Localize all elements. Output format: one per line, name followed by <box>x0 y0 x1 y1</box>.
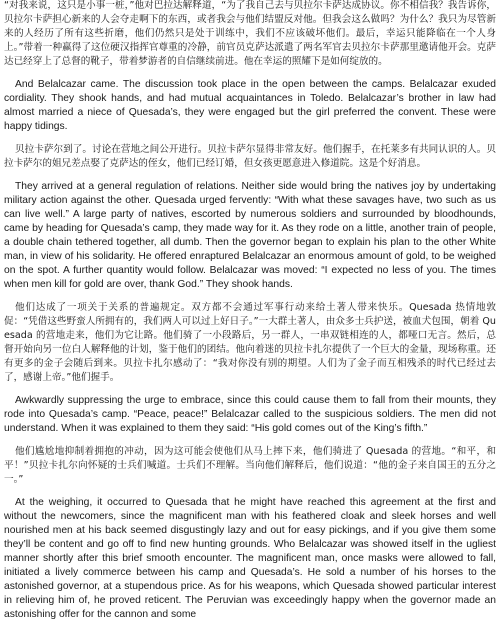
paragraph-en-2: They arrived at a general regulation of relations. Neither side would bring the natives joy by undertaking military action against the other. Quesada urged fervently: “With what these savages have, two such as us can live well.” A large party of natives, escorted by numerous soldiers and surrounded by bloodhounds, came by heading for Quesada’s camp, they made way for it. As they rode on a little, another train of people, a double chain tethered together, all dumb. Then the governor began to explain his plan to the other White man, in view of his solidarity. He offered enraptured Belalcazar an enormous amount of gold, to be weighed on the spot. A further quantity would follow. Belalcazar was moved: “I expected no less of you. The times when men kill for gold are over, thank God.” They shook hands. <box>4 181 496 290</box>
paragraph-zh-1: “对我来说，这只是小事一桩，”他对巴拉达解释道，“为了我自己去与贝拉尔卡萨达成协议。你不相信我？我告诉你，贝拉尔卡萨担心新来的人会夺走啊下的东西，或者我会与他们结盟反对他。但我会这么做吗？为什么？我只为尽管新来的人经历了所有这些折磨，他们仍然只是处于训练中，我们不应该破坏他们。最后，幸运只能降临在一个人身上。”带着一种赢得了这位硬汉指挥官尊重的冷静，前官员克萨达派遣了两名军官去贝拉尔卡萨那里邀请他开会。克萨达已经穿上了总督的靴子，带着梦游者的自信继续前进。他在幸运的照耀下是如何绽放的。 <box>4 0 496 67</box>
paragraph-zh-3: 他们达成了一项关于关系的普遍规定。双方都不会通过军事行动来给土著人带来快乐。Quesada 热情地敦促：“凭借这些野蛮人所拥有的，我们两人可以过上好日子。”一大群土著人，由众多士兵护送，被血犬包围，朝着 Quesada 的营地走来，他们为它让路。他们骑了一小段路后，另一群人，一串双链相连的人，都哑口无言。然后，总督开始向另一位白人解释他的计划，鉴于他们的团结。他向着迷的贝拉卡扎尔提供了一个巨大的金量，现场称重。还有更多的金子会随后到来。贝拉卡扎尔感动了：“我对你没有别的期望。人们为了金子而互相残杀的时代已经过去了，感谢上帝。”他们握手。 <box>4 302 496 383</box>
paragraph-en-1: And Belalcazar came. The discussion took place in the open between the camps. Belalcazar exuded cordiality. They shook hands, and had mutual acquaintances in Toledo. Belalcazar’s brother in law had almost married a niece of Quesada’s, they were engaged but the girl preferred the convent. These were happy tidings. <box>4 79 496 132</box>
paragraph-zh-4: 他们尴尬地抑制着拥抱的冲动，因为这可能会使他们从马上摔下来，他们骑进了 Quesada 的营地。“和平，和平！”贝拉卡扎尔向怀疑的士兵们喊道。士兵们不理解。当向他们解释后，他们说道：“他的金子来自国王的五分之一。” <box>4 446 496 485</box>
paragraph-zh-2: 贝拉卡萨尔到了。讨论在营地之间公开进行。贝拉卡萨尔显得非常友好。他们握手，在托莱多有共同认识的人。贝拉卡萨尔的姐兄差点娶了克萨达的侄女，他们已经订婚，但女孩更愿意进入修道院。这是个好消息。 <box>4 144 496 169</box>
paragraph-en-3: Awkwardly suppressing the urge to embrace, since this could cause them to fall from their mounts, they rode into Quesada’s camp. “Peace, peace!” Belalcazar called to the suspicious soldiers. The men did not understand. When it was explained to them they said: “His gold comes out of the King’s fifth.” <box>4 395 496 434</box>
paragraph-en-4: At the weighing, it occurred to Quesada that he might have reached this agreement at the first and without the newcomers, since the magnificent man with his feathered cloak and sleek horses and well nourished men at his back seemed disgustingly lazy and out for easy pickings, and if you give them some they’ll be content and go off to find new hunting grounds. Who Belalcazar was showed itself in the ugliest manner shortly after this brief smooth encounter. The magnificent man, once masks were allowed to fall, initiated a lively commerce between his camp and Quesada’s. He sold a number of his horses to the astonished governor, at a stupendous price. As for his weapons, which Quesada showed particular interest in relieving him of, he proved reticent. The Peruvian was exceedingly happy when the governor made an astonishing offer for the cannon and some <box>4 497 496 620</box>
